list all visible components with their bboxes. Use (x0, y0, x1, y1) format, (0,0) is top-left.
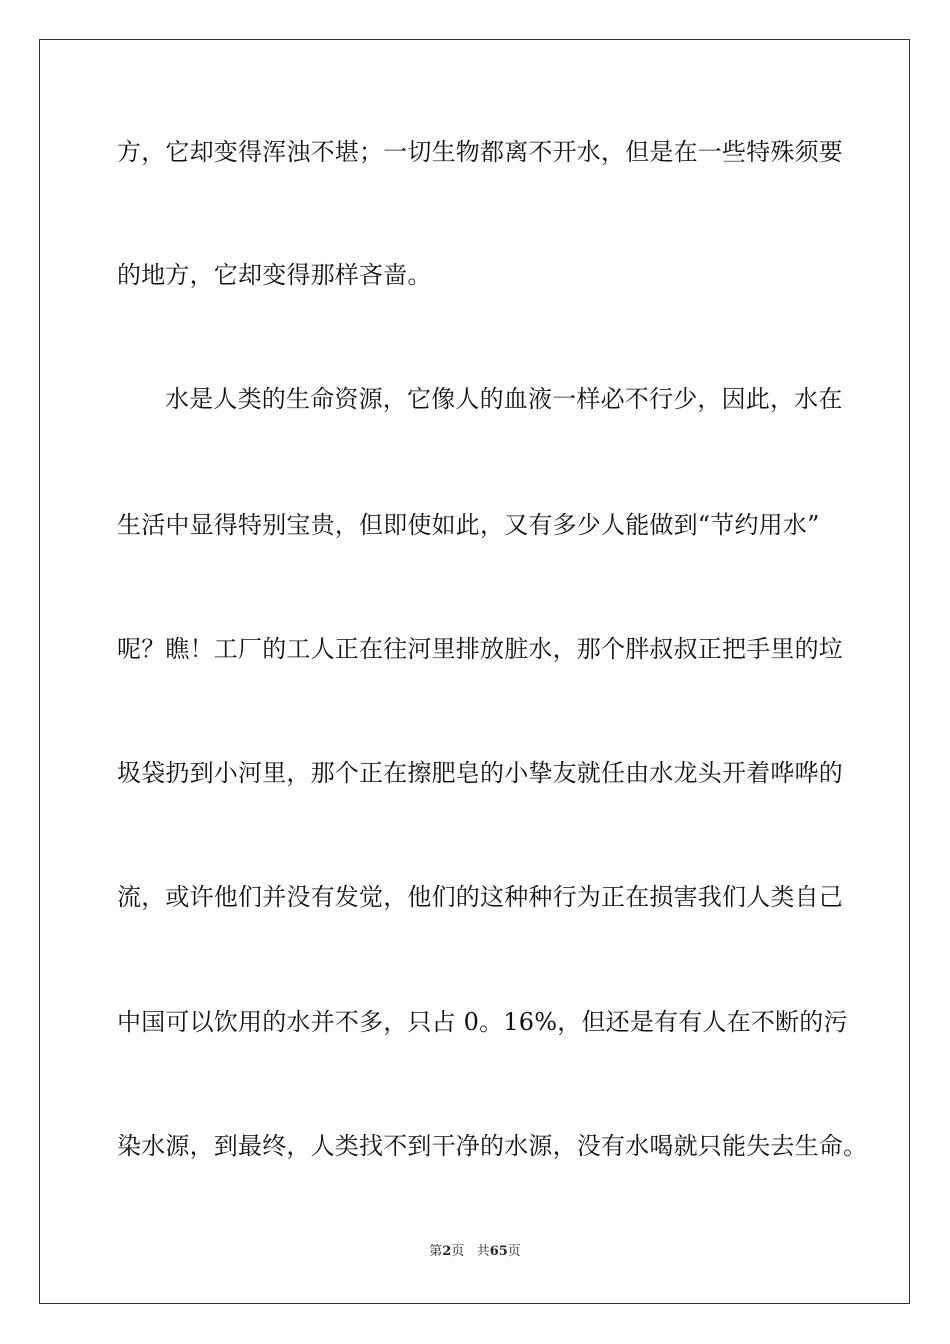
footer-page-number: 2 (442, 1244, 452, 1259)
text-line-9: 染水源，到最终，人类找不到干净的水源，没有水喝就只能失去生命。 (117, 1132, 868, 1160)
footer-total-pages: 65 (489, 1244, 508, 1259)
text-line-2: 的地方，它却变得那样吝啬。 (117, 261, 432, 289)
text-line-5: 呢？瞧！工厂的工人正在往河里排放脏水，那个胖叔叔正把手里的垃 (117, 635, 843, 663)
text-line-7: 流，或许他们并没有发觉，他们的这种种行为正在损害我们人类自己 (117, 883, 843, 911)
text-line-3: 水是人类的生命资源，它像人的血液一样必不行少，因此，水在 (165, 385, 843, 413)
footer-page-suffix: 页 (451, 1244, 465, 1259)
page-footer (0, 1243, 950, 1261)
footer-page-prefix: 第 (429, 1244, 443, 1259)
text-line-6: 圾袋扔到小河里，那个正在擦肥皂的小挚友就任由水龙头开着哗哗的 (117, 759, 843, 787)
text-line-8: 中国可以饮用的水并不多，只占 0。16%，但还是有有人在不断的污 (117, 1008, 848, 1036)
footer-total-prefix: 共 (476, 1244, 490, 1259)
page-frame (39, 39, 910, 1304)
text-line-4: 生活中显得特别宝贵，但即使如此，又有多少人能做到“节约用水” (117, 511, 820, 539)
text-line-1: 方，它却变得浑浊不堪；一切生物都离不开水，但是在一些特殊须要 (117, 138, 843, 166)
footer-total-suffix: 页 (507, 1244, 521, 1259)
